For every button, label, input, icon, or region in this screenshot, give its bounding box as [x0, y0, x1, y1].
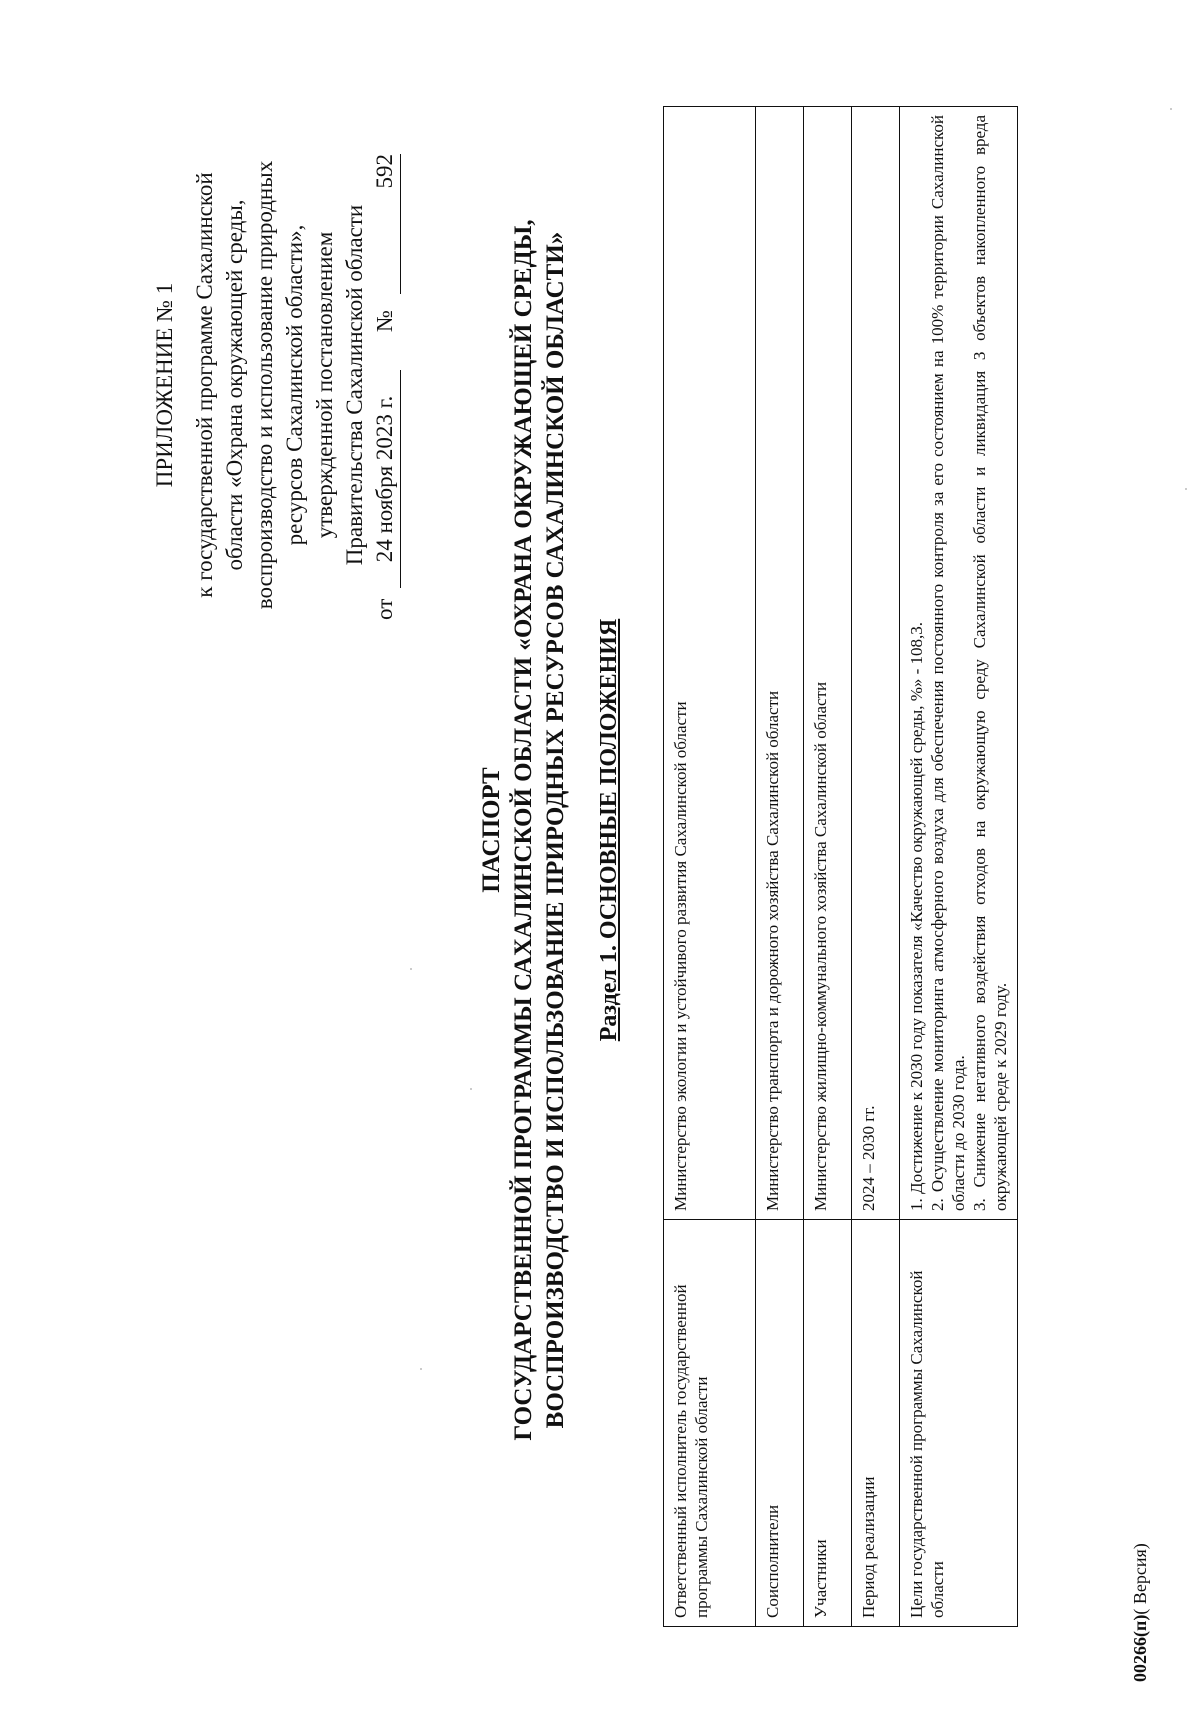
row-label: Участники [804, 1220, 852, 1627]
passport-title-line: ВОСПРОИЗВОДСТВО И ИСПОЛЬЗОВАНИЕ ПРИРОДНЫХ РЕСУРСОВ САХАЛИНСКОЙ ОБЛАСТИ» [542, 231, 569, 1429]
scan-speck [420, 1368, 422, 1370]
scan-speck [410, 968, 412, 970]
appendix-line: к государственной программе Сахалинской [192, 172, 217, 598]
scan-speck [1185, 488, 1187, 490]
passport-title [476, 130, 572, 1530]
scan-speck [1170, 108, 1172, 110]
document-code-number: 00266(п) [1130, 1614, 1150, 1682]
row-label: Соисполнители [756, 1220, 804, 1627]
table-row [664, 107, 756, 1627]
scan-speck [470, 1088, 472, 1090]
section-title [596, 130, 623, 1530]
table-row [852, 107, 900, 1627]
decree-date-line [370, 150, 404, 620]
row-value: Министерство экологии и устойчивого развития Сахалинской области [664, 107, 756, 1220]
decree-number: 592 [370, 154, 401, 294]
section-title-text: Раздел 1. ОСНОВНЫЕ ПОЛОЖЕНИЯ [596, 618, 622, 1042]
passport-title-line: ГОСУДАРСТВЕННОЙ ПРОГРАММЫ САХАЛИНСКОЙ ОБЛАСТИ «ОХРАНА ОКРУЖАЮЩЕЙ СРЕДЫ, [510, 219, 537, 1441]
row-label: Период реализации [852, 1220, 900, 1627]
appendix-line: утвержденной постановлением [312, 231, 337, 539]
row-value [900, 107, 1018, 1220]
document-version: ( Версия) [1130, 1543, 1150, 1615]
goal-item: 2. Осуществление мониторинга атмосферного воздуха для обеспечения постоянного контроля за его состоянием на 100% территории Сахалинской области до 2030 года. [928, 115, 968, 1211]
row-label: Цели государственной программы Сахалинской области [900, 1220, 1018, 1627]
row-label: Ответственный исполнитель государственной программы Сахалинской области [664, 1220, 756, 1627]
document-code [1130, 1543, 1151, 1682]
table-row [804, 107, 852, 1627]
goal-item: 1. Достижение к 2030 году показателя «Качество окружающей среды, %» - 108,3. [907, 621, 926, 1211]
appendix-line: ресурсов Сахалинской области», [282, 224, 307, 546]
goal-item: 3. Снижение негативного воздействия отходов на окружающую среду Сахалинской области и ликвидация 3 объектов накопленного вреда окружающей среде к 2029 году. [970, 115, 1010, 1211]
passport-table [663, 106, 1018, 1627]
appendix-line: области «Охрана окружающей среды, [222, 199, 247, 571]
row-value: Министерство транспорта и дорожного хозяйства Сахалинской области [756, 107, 804, 1220]
row-value: Министерство жилищно-коммунального хозяйства Сахалинской области [804, 107, 852, 1220]
table-row [756, 107, 804, 1627]
appendix-line: воспроизводство и использование природных [252, 160, 277, 610]
decree-date: 24 ноября 2023 г. [370, 370, 401, 588]
appendix-line: Правительства Сахалинской области [342, 204, 367, 566]
row-value: 2024 – 2030 гг. [852, 107, 900, 1220]
decree-number-label: № [372, 310, 397, 332]
passport-heading: ПАСПОРТ [478, 767, 505, 893]
appendix-block [150, 150, 404, 620]
decree-from-label: от [372, 598, 397, 620]
appendix-title: ПРИЛОЖЕНИЕ № 1 [152, 282, 177, 488]
table-row [900, 107, 1018, 1627]
